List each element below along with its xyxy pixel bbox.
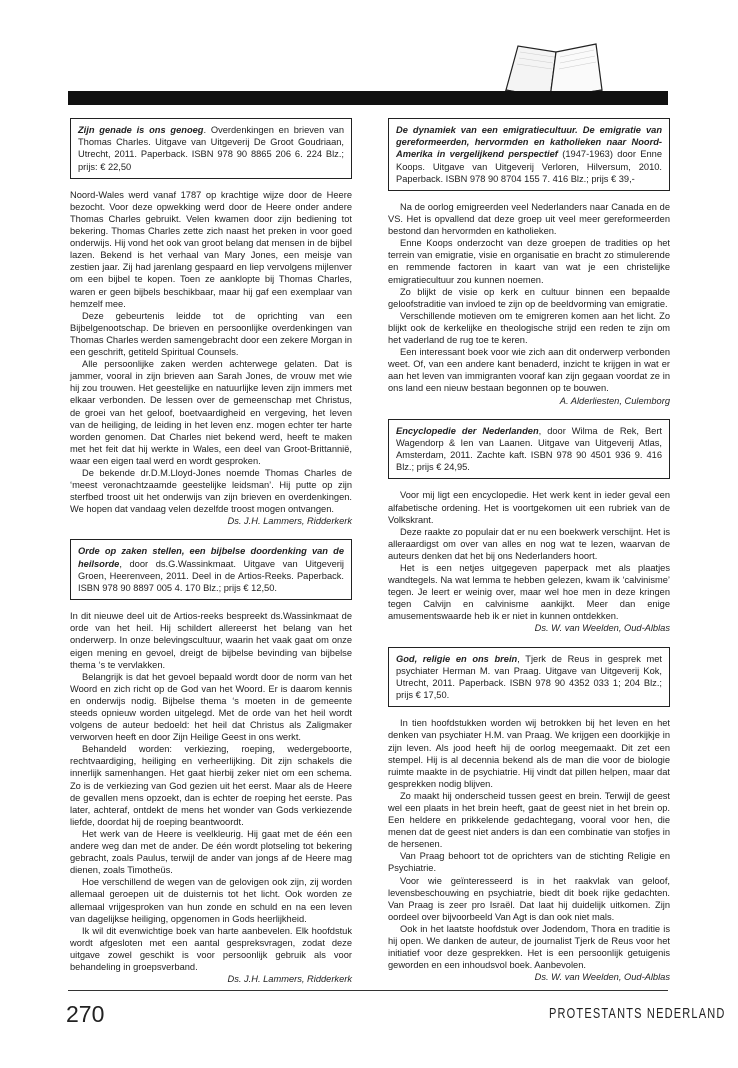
book-title: Zijn genade is ons genoeg — [78, 125, 204, 135]
book-meta: , door Wilma de Rek, Bert Wagendorp & Ien van Laanen. Uitgave van Uitgeverij Atlas, Amsterdam, 2011. Zachte kaft. ISBN 978 90 4501 936 9. 416 Blz.; prijs € 24,95. — [396, 425, 662, 473]
book-title: De dynamiek van een emigratiecultuur. De emigratie van gereformeerden, hervormden en katholieken naar Noord-Amerika in vergelijkend perspectief — [396, 125, 662, 160]
review-paragraph: Ook in het laatste hoofdstuk over Jodendom, Thora en traditie is hij open. We danken de auteur, de journalist Tjerk de Reus voor het initiatief voor deze gesprekken. Het is een persoonlijk getuigenis geworden en een inhoudsvol boek. Aanbevolen. — [388, 923, 670, 971]
review-paragraph: In dit nieuwe deel uit de Artios-reeks bespreekt ds.Wassinkmaat de orde van het heil. Hij schildert allereerst het belang van het onderwerp. In onze belevingscultuur, waarin het vaak gaat om onze eigen mening en gevoel, dreigt de bijbelse bevinding van bijbelse thema ‘s te vervlakken. — [70, 611, 352, 670]
review-paragraph: Noord-Wales werd vanaf 1787 op krachtige wijze door de Heere bezocht. Voor deze opwekking werd door de Heere onder andere Thomas Charles gebruikt. Velen kwamen door zijn bediening tot bekering. Thomas Charles zette zich naast het preken in voor goed onderwijs. Hij vond het ook van groot belang dat mensen in de bijbel lazen. Bekend is het verhaal van Mary Jones, een meisje van zestien jaar. Zij had jarenlang gespaard en liep vervolgens mijlenver om een bijbel te kopen. Toen ze aanklopte bij Thomas Charles, waren er geen bijbels beschikbaar, maar hij gaf een exemplaar van hemzelf mee. — [70, 189, 352, 309]
review-header-orde-op-zaken — [70, 539, 352, 600]
book-meta: (1947-1963) door Enne Koops. Uitgave van Uitgeverij Verloren, Hilversum, 2010. Paperback. ISBN 978 90 8704 155 7. 416 Blz.; prijs € 39,- — [396, 149, 662, 184]
review-paragraph: Deze raakte zo populair dat er nu een boekwerk verschijnt. Het is alleraardigst om over van alles en nog wat te lezen, waarvan de auteurs denken dat het bij ons Nederlanders hoort. — [388, 526, 670, 561]
reviewer-signature: Ds. J.H. Lammers, Ridderkerk — [227, 516, 352, 527]
review-paragraph: Enne Koops onderzocht van deze groepen de tradities op het terrein van emigratie, visie en organisatie en bracht zo stimulerende en remmende factoren in kaart van wat je een christelijke emigratiecultuur zou kunnen noemen. — [388, 238, 670, 285]
journal-name: PROTESTANTS NEDERLAND — [549, 1006, 726, 1023]
review-paragraph: Het werk van de Heere is veelkleurig. Hij gaat met de één een andere weg dan met de ander. De één wordt plotseling tot bekering gebracht, zoals Paulus, terwijl de ander van jongs af de Heere mag dienen, zoals Timotheüs. — [70, 828, 352, 876]
review-paragraph: Hoe verschillend de wegen van de gelovigen ook zijn, zij worden allemaal geroepen uit de duisternis tot het licht. Ook worden ze allemaal vrijgesproken van hun zonde en schuld en na een leven van dagelijkse heiliging, opgenomen in Gods heerlijkheid. — [70, 877, 352, 924]
book-meta: , Tjerk de Reus in gesprek met psychiater Herman M. van Praag. Uitgave van Uitgeverij Kok, Utrecht, 2011. Paperback. ISBN 978 90 4352 033 1; 204 Blz.; prijs € 17,50. — [396, 653, 662, 701]
left-column — [70, 118, 352, 997]
review-header-god-religie-brein — [388, 647, 670, 708]
book-title: Orde op zaken stellen, een bijbelse doordenking van de heilsorde — [78, 546, 344, 569]
review-paragraph: Zo blijkt de visie op kerk en cultuur binnen een bepaalde geloofstraditie van invloed te zijn op de beeldvorming van emigratie. — [388, 286, 670, 309]
reviewer-signature: Ds. J.H. Lammers, Ridderkerk — [227, 974, 352, 985]
review-paragraph: Na de oorlog emigreerden veel Nederlanders naar Canada en de VS. Het is opvallend dat deze groep uit veel meer gereformeerden bestond dan hervormden en katholieken. — [388, 202, 670, 237]
review-paragraph: Verschillende motieven om te emigreren komen aan het licht. Zo blijkt ook de kerkelijke en theologische strijd een reden te zijn om het vaderland de rug toe te keren. — [388, 310, 670, 346]
reviewer-signature: A. Alderliesten, Culemborg — [559, 395, 670, 406]
review-paragraph: De bekende dr.D.M.Lloyd-Jones noemde Thomas Charles de ‘meest veronachtzaamde geestelijke leidsman’. Hij putte op zijn sterfbed troost uit het onderwijs van zijn brieven en overdenkingen. We hopen dat vandaag velen dezelfde troost mogen ontvangen. — [70, 467, 352, 515]
review-header-thomas-charles — [70, 118, 352, 179]
review-paragraph: Alle persoonlijke zaken werden achterwege gelaten. Dat is jammer, vooral in zijn brieven aan Sarah Jones, de vrouw met wie hij zou trouwen. Het geestelijke en natuurlijke leven zijn immers met elkaar verbonden. De lessen over de gemeenschap met Christus, de groei van het geloof, boetvaardigheid en vergeving, het leven van de heiliging, de leiding in het leven enz. mogen echter ter harte worden genomen. Dat Charles niet bekend werd, heeft te maken met het feit dat hij werkte in Wales, een deel van Groot-Brittannië, waar een eigen taal werd en wordt gesproken. — [70, 359, 352, 466]
review-header-encyclopedie — [388, 419, 670, 480]
review-paragraph: Behandeld worden: verkiezing, roeping, wedergeboorte, rechtvaardiging, heiliging en verheerlijking. Dit zijn schakels die innerlijk samenhangen. Het gaat hierbij zeker niet om een schema. Zo is de verkiezing van God gezien uit het eerst. Maar als de Heere de gevallen mens opzoekt, dan is echter de roeping het eerste. Pas later, achteraf, ontdekt de mens het wonder van Gods verkiezende liefde, doordat hij de roeping beantwoordt. — [70, 744, 352, 827]
book-title: Encyclopedie der Nederlanden — [396, 425, 539, 436]
review-paragraph: Van Praag behoort tot de oprichters van de stichting Religie en Psychiatrie. — [388, 851, 670, 874]
book-meta: . Overdenkingen en brieven van Thomas Charles. Uitgave van Uitgeverij De Groot Goudriaan, Utrecht, 2011. Paperback. ISBN 978 90 8865 206 6. 224 Blz.; prijs: € 22,50 — [78, 125, 345, 172]
reviewer-signature: Ds. W. van Weelden, Oud-Alblas — [534, 972, 670, 983]
review-paragraph: Voor mij ligt een encyclopedie. Het werk kent in ieder geval een alfabetische ordening. Het is voortgekomen uit een rubriek van de Volkskrant. — [388, 490, 670, 525]
review-paragraph: Het is een netjes uitgegeven paperpack met als plaatjes wandtegels. Na wat lemma te hebben gelezen, kwam ik ‘calvinisme’ tegen. Je leert er weinig over, maar wel hoe men in deze kringen tegen Calvijn en calvinisme aankijkt. Meer dan enige amusementswaarde heb ik er niet in kunnen ontdekken. — [388, 562, 670, 622]
page-number: 270 — [66, 1001, 105, 1027]
review-paragraph: In tien hoofdstukken worden wij betrokken bij het leven en het denken van psychiater H.M. van Praag. We krijgen een doorkijkje in zijn leven. Als jood heeft hij de oorlog meegemaakt. Dit zet een stempel. Hij is al decennia bekend als de man die voor de biologie ruimte maakte in de psychiatrie. Hij vindt dat pillen helpen, maar dat gesprekken nodig blijven. — [388, 718, 670, 789]
right-column — [388, 118, 670, 995]
footer-rule — [68, 990, 668, 991]
review-paragraph: Deze gebeurtenis leidde tot de oprichting van een Bijbelgenootschap. De brieven en persoonlijke overdenkingen van Thomas Charles werden samengebracht door een zekere Morgan in een geschrift, getiteld Spiritual Counsels. — [70, 310, 352, 358]
review-header-emigratiecultuur — [388, 118, 670, 191]
review-paragraph: Zo maakt hij onderscheid tussen geest en brein. Terwijl de geest wel een plaats in het brein heeft, gaat de geest niet in het brein op. Een heldere en prikkelende gedachtegang, vooral voor hen, die menen dat de geest niet anders is dan een combinatie van stofjes in de hersenen. — [388, 790, 670, 850]
book-title: God, religie en ons brein — [396, 653, 518, 664]
review-paragraph: Belangrijk is dat het gevoel bepaald wordt door de norm van het Woord en zich richt op de God van het Woord. Er is daarom kennis en onderwijs nodig. Bijbelse thema ‘s moeten in de gemeente steeds opnieuw worden uitgelegd. Met de orde van het heil wordt volgens de auteur bedoeld: het heil dat Christus als Zaligmaker verworven heeft en door Zijn Heilige Geest in ons werkt. — [70, 671, 352, 743]
review-paragraph: Een interessant boek voor wie zich aan dit onderwerp verbonden weet. Of, van een andere kant benaderd, inzicht te krijgen in wat er aan het leven van immigranten vooraf kan zijn gegaan voordat ze in ons land een nieuw bestaan begonnen op te bouwen. — [388, 347, 670, 394]
book-meta: , door ds.G.Wassinkmaat. Uitgave van Uitgeverij Groen, Heerenveen, 2011. Deel in de Artios-Reeks. Paperback. ISBN 978 90 8897 005 4. 170 Blz.; prijs € 12,50. — [78, 558, 344, 594]
header-bar — [68, 91, 668, 105]
reviewer-signature: Ds. W. van Weelden, Oud-Alblas — [534, 623, 670, 634]
review-paragraph: Ik wil dit evenwichtige boek van harte aanbevelen. Elk hoofdstuk wordt afgesloten met een aantal gespreksvragen, zodat deze uitgave zowel geschikt is voor persoonlijk gebruik als voor behandeling in groepsverband. — [70, 925, 352, 972]
review-paragraph: Voor wie geïnteresseerd is in het raakvlak van geloof, levensbeschouwing en psychiatrie, biedt dit boek rijke gedachten. Van Praag is zeer pro Israël. Dat laat hij duidelijk uitkomen. Zijn oordeel over bijvoorbeeld Van Agt is dan ook niet mals. — [388, 875, 670, 922]
